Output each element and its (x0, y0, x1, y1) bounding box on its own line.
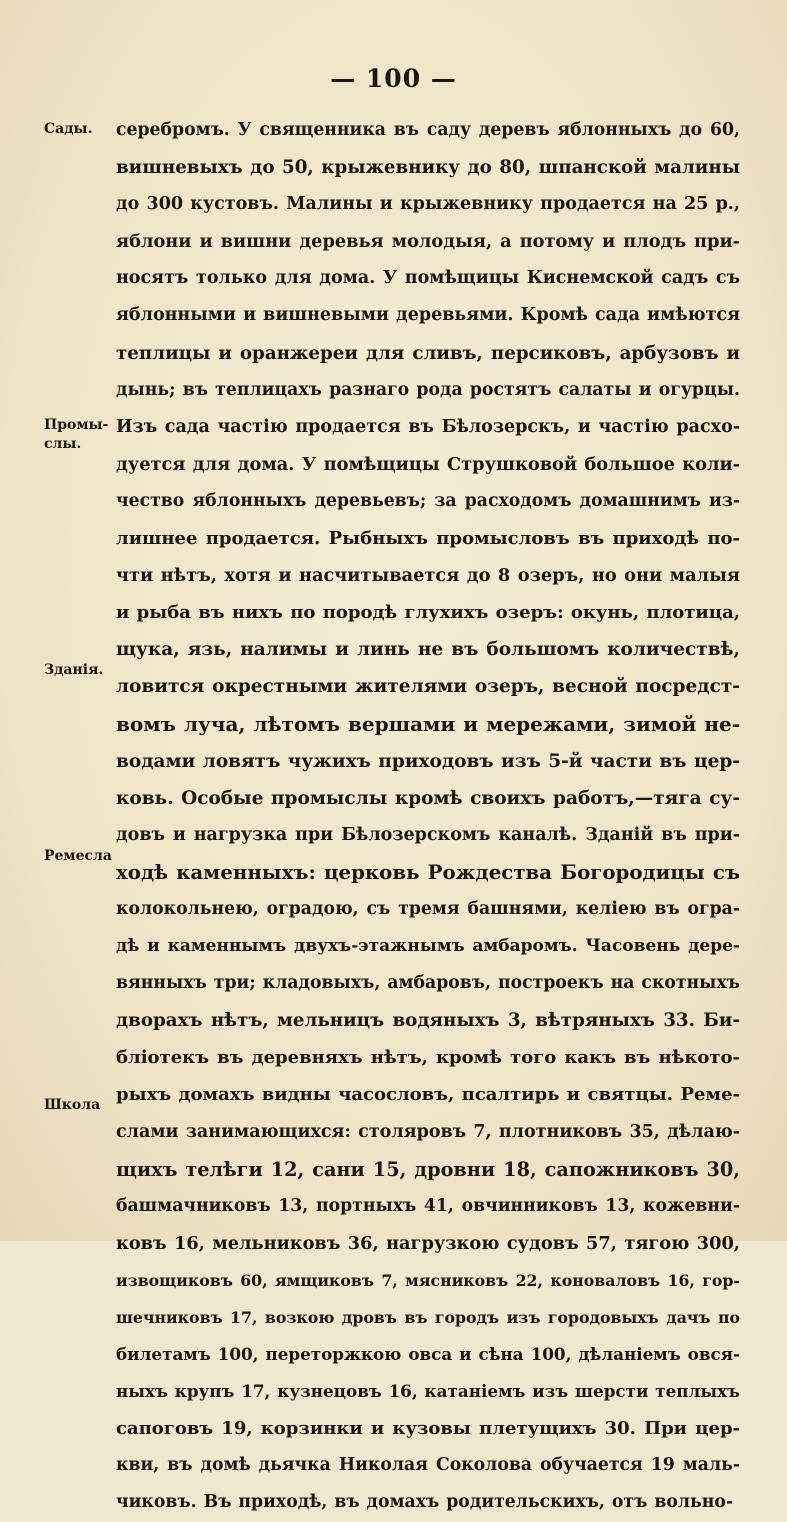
text-line: яблони и вишни деревья молодыя, а потому и плодъ при- (116, 231, 740, 253)
text-line: башмачниковъ 13, портныхъ 41, овчинниковъ 13, кожевни- (116, 1195, 740, 1216)
text-line: вомъ луча, лѣтомъ вершами и мережами, зимой не- (116, 711, 740, 736)
text-line: слами занимающихся: столяровъ 7, плотниковъ 35, дѣлаю- (116, 1121, 740, 1142)
text-line: кви, въ домѣ дьячка Николая Соколова обучается 19 маль- (116, 1455, 740, 1476)
text-line: вянныхъ три; кладовыхъ, амбаровъ, построекъ на скотныхъ (116, 973, 740, 994)
margin-note-promysly-1: Промы- (44, 417, 109, 433)
text-line: яблонными и вишневыми деревьями. Кромѣ сада имѣются (116, 305, 740, 326)
text-line: дынь; въ теплицахъ разнаго рода ростятъ салаты и огурцы. (116, 379, 740, 400)
text-line: ходѣ каменныхъ: церковь Рождества Богородицы съ (116, 859, 740, 884)
text-line: теплицы и оранжереи для сливъ, персиковъ, арбузовъ и (116, 342, 740, 364)
text-line: шечниковъ 17, возкою дровъ въ городъ изъ городовыхъ дачъ по (116, 1308, 740, 1327)
text-line: носятъ только для дома. У помѣщицы Киснемской садъ съ (116, 268, 740, 289)
text-line: извощиковъ 60, ямщиковъ 7, мясниковъ 22, коноваловъ 16, гор- (116, 1270, 740, 1290)
text-line: водами ловятъ чужихъ приходовъ изъ 5-й части въ цер- (116, 750, 740, 772)
text-line: щихъ телѣги 12, сани 15, дровни 18, сапожниковъ 30, (116, 1157, 740, 1181)
text-line: до 300 кустовъ. Малины и крыжевнику продается на 25 р., (116, 194, 740, 215)
text-line: довъ и нагрузка при Бѣлозерскомъ каналѣ. Зданій въ при- (116, 824, 740, 845)
text-line: дворахъ нѣтъ, мельницъ водяныхъ 3, вѣтряныхъ 33. Би- (116, 1010, 740, 1032)
text-line: бліотекъ въ деревняхъ нѣтъ, кромѣ того какъ въ нѣкото- (116, 1047, 740, 1069)
margin-note-zdaniya: Зданія. (44, 662, 104, 678)
text-line: дѣ и каменнымъ двухъ-этажнымъ амбаромъ. Часовень дере- (116, 936, 740, 957)
text-line: щука, язь, налимы и линь не въ большомъ количествѣ, (116, 639, 740, 661)
text-line: дуется для дома. У помѣщицы Струшковой большое коли- (116, 453, 740, 475)
text-line: чти нѣтъ, хотя и насчитывается до 8 озеръ, но они малыя (116, 565, 740, 587)
margin-note-shkola: Школа (44, 1097, 101, 1113)
text-line: ковъ 16, мельниковъ 36, нагрузкою судовъ 57, тягою 300, (116, 1232, 740, 1254)
text-line: колокольнею, оградою, съ тремя башнями, келіею въ огра- (116, 898, 740, 919)
text-line: серебромъ. У священника въ саду деревъ яблонныхъ до 60, (116, 120, 740, 140)
text-line: и рыба въ нихъ по породѣ глухихъ озеръ: окунь, плотица, (116, 602, 740, 624)
text-line: билетамъ 100, переторжкою овса и сѣна 100, дѣланіемъ овся- (116, 1344, 740, 1365)
text-line: сапоговъ 19, корзинки и кузовы плетущихъ 30. При цер- (116, 1418, 740, 1440)
margin-note-sady: Сады. (44, 121, 93, 137)
text-line: чиковъ. Въ приходѣ, въ домахъ родительскихъ, отъ вольно- (116, 1492, 734, 1513)
text-line: чество яблонныхъ деревьевъ; за расходомъ домашнимъ из- (116, 490, 740, 511)
text-line: рыхъ домахъ видны часословъ, псалтирь и святцы. Реме- (116, 1084, 740, 1106)
body-text (116, 112, 740, 1522)
margin-note-remesla: Ремесла (44, 848, 112, 864)
page-number: — 100 — (330, 64, 457, 93)
text-line: вишневыхъ до 50, крыжевнику до 80, шпанской малины (116, 157, 740, 179)
text-line: ловится окрестными жителями озеръ, весной посредст- (116, 676, 740, 698)
margin-note-promysly-2: слы. (44, 436, 82, 452)
text-line: ковь. Особые промыслы кромѣ своихъ работъ,—тяга су- (116, 787, 740, 809)
text-line: Изъ сада частію продается въ Бѣлозерскъ, и частію расхо- (116, 416, 740, 437)
text-line: ныхъ крупъ 17, кузнецовъ 16, катаніемъ изъ шерсти теплыхъ (116, 1381, 740, 1402)
text-line: лишнее продается. Рыбныхъ промысловъ въ приходѣ по- (116, 528, 740, 550)
